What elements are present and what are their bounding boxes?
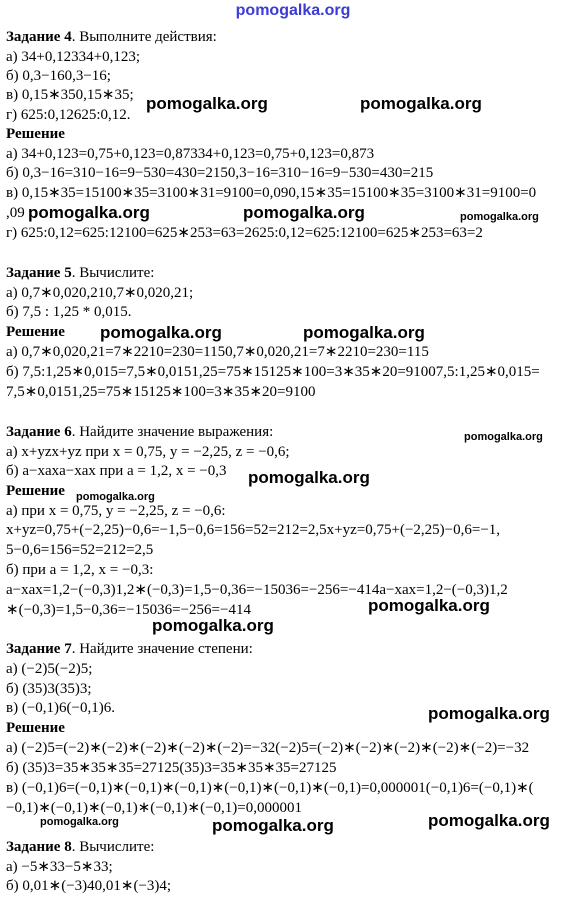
task-4-solution-c: в) 0,15∗35=15100∗35=3100∗31=9100=0,090,15∗35=15100∗35=3100∗31=9100=0 [6, 185, 537, 201]
task-7-item-c: в) (−0,1)6(−0,1)6. [6, 700, 115, 716]
task-6-solution-label: Решение [6, 483, 65, 499]
task-8-instruction: . Вычислите: [71, 839, 155, 855]
watermark: pomogalka.org [428, 811, 550, 830]
watermark: pomogalka.org [152, 616, 274, 635]
task-6-solution-a-header: а) при x = 0,75, y = −2,25, z = −0,6: [6, 503, 226, 519]
task-6-solution-b: a−xax=1,2−(−0,3)1,2∗(−0,3)=1,5−0,36=−15036=−256=−414a−xax=1,2−(−0,3)1,2 [6, 582, 508, 598]
task-5-solution-a: а) 0,7∗0,020,21=7∗2210=230=1150,7∗0,020,21=7∗2210=230=115 [6, 344, 429, 360]
task-5-item-b: б) 7,5 : 1,25 * 0,015. [6, 304, 132, 320]
watermark: pomogalka.org [212, 816, 334, 835]
watermark: pomogalka.org [464, 431, 543, 443]
task-6-item-a: а) x+yzx+yz при x = 0,75, y = −2,25, z = −0,6; [6, 444, 290, 460]
task-5-solution-label: Решение [6, 324, 65, 340]
task-8-number: Задание 8 [6, 839, 72, 855]
task-4-item-b: б) 0,3−160,3−16; [6, 68, 111, 84]
watermark: pomogalka.org [460, 211, 539, 223]
task-6-number: Задание 6 [6, 424, 72, 440]
task-4-item-a: а) 34+0,12334+0,123; [6, 49, 140, 65]
task-7-solution-c: в) (−0,1)6=(−0,1)∗(−0,1)∗(−0,1)∗(−0,1)∗(−0,1)∗(−0,1)=0,000001(−0,1)6=(−0,1)∗( [6, 780, 534, 796]
task-6-solution-b-header: б) при a = 1,2, x = −0,3: [6, 562, 154, 578]
watermark: pomogalka.org [360, 94, 482, 113]
task-6-solution-b-cont: ∗(−0,3)=1,5−0,36=−15036=−256=−414 [6, 602, 251, 618]
watermark: pomogalka.org [146, 94, 268, 113]
task-6-instruction: . Найдите значение выражения: [71, 424, 274, 440]
task-7-solution-c-cont: −0,1)∗(−0,1)∗(−0,1)∗(−0,1)∗(−0,1)=0,000001 [6, 800, 302, 816]
watermark: pomogalka.org [428, 704, 550, 723]
task-4-instruction: . Выполните действия: [71, 29, 217, 45]
task-4-item-d: г) 625:0,12625:0,12. [6, 107, 131, 123]
watermark: pomogalka.org [28, 203, 150, 222]
task-8-item-a: а) −5∗33−5∗33; [6, 859, 113, 875]
task-4-solution-a: а) 34+0,123=0,75+0,123=0,87334+0,123=0,75+0,123=0,873 [6, 146, 375, 162]
task-4-title [6, 28, 217, 46]
task-6-solution-a: x+yz=0,75+(−2,25)−0,6=−1,5−0,6=156=52=212=2,5x+yz=0,75+(−2,25)−0,6=−1, [6, 522, 501, 538]
task-4-solution-b: б) 0,3−16=310−16=9−530=430=2150,3−16=310−16=9−530=430=215 [6, 165, 434, 181]
watermark: pomogalka.org [40, 816, 119, 828]
task-7-item-b: б) (35)3(35)3; [6, 681, 92, 697]
task-6-title [6, 423, 273, 441]
watermark: pomogalka.org [303, 323, 425, 342]
task-6-solution-a-cont: 5−0,6=156=52=212=2,5 [6, 542, 154, 558]
task-7-solution-a: а) (−2)5=(−2)∗(−2)∗(−2)∗(−2)∗(−2)=−32(−2)5=(−2)∗(−2)∗(−2)∗(−2)∗(−2)=−32 [6, 740, 530, 756]
task-4-number: Задание 4 [6, 29, 72, 45]
task-4-solution-label: Решение [6, 126, 65, 142]
task-4-solution-c-cont: ,09 [6, 205, 25, 221]
task-7-instruction: . Найдите значение степени: [71, 641, 253, 657]
task-4-item-c: в) 0,15∗350,15∗35; [6, 87, 134, 103]
task-8-item-b: б) 0,01∗(−3)40,01∗(−3)4; [6, 878, 172, 894]
task-5-title [6, 264, 154, 282]
site-header-link[interactable]: pomogalka.org [235, 2, 351, 19]
task-7-title [6, 640, 253, 658]
watermark: pomogalka.org [248, 468, 370, 487]
task-5-item-a: а) 0,7∗0,020,210,7∗0,020,21; [6, 285, 194, 301]
task-6-item-b: б) a−xaxa−xax при a = 1,2, x = −0,3 [6, 463, 227, 479]
task-7-item-a: а) (−2)5(−2)5; [6, 661, 93, 677]
task-7-solution-b: б) (35)3=35∗35∗35=27125(35)3=35∗35∗35=27125 [6, 760, 337, 776]
watermark: pomogalka.org [368, 596, 490, 615]
task-7-number: Задание 7 [6, 641, 72, 657]
task-5-solution-b-cont: 7,5∗0,0151,25=75∗15125∗100=3∗35∗20=9100 [6, 384, 316, 400]
task-5-number: Задание 5 [6, 265, 72, 281]
watermark: pomogalka.org [76, 491, 155, 503]
task-4-solution-d: г) 625:0,12=625:12100=625∗253=63=2625:0,12=625:12100=625∗253=63=2 [6, 225, 483, 241]
task-5-instruction: . Вычислите: [71, 265, 155, 281]
task-5-solution-b: б) 7,5:1,25∗0,015=7,5∗0,0151,25=75∗15125∗100=3∗35∗20=91007,5:1,25∗0,015= [6, 364, 540, 380]
watermark: pomogalka.org [100, 323, 222, 342]
task-7-solution-label: Решение [6, 720, 65, 736]
watermark: pomogalka.org [243, 203, 365, 222]
task-8-title [6, 838, 154, 856]
